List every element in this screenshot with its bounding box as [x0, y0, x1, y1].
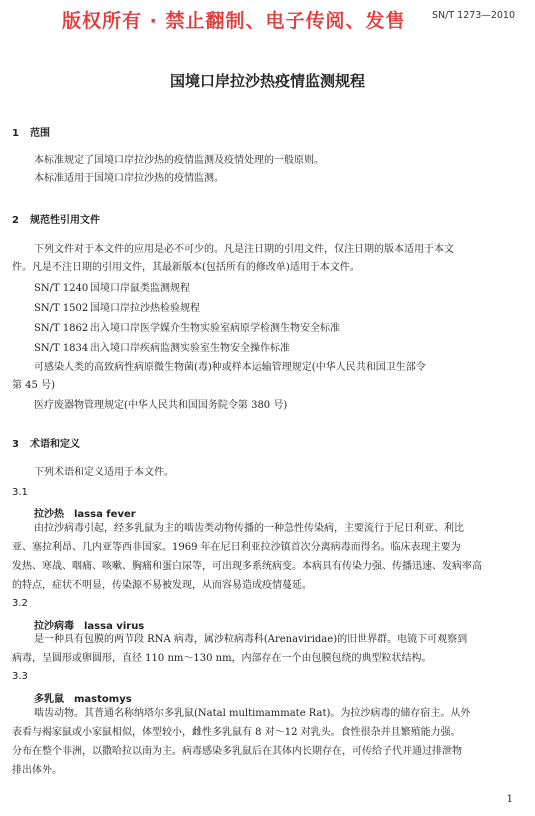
reference-item — [34, 320, 340, 338]
reference-item — [34, 280, 190, 298]
term-zh: 拉沙病毒 — [34, 621, 74, 632]
paragraph-line: 分布在整个非洲，以撒哈拉以南为主。病毒感染多乳鼠后在其体内长期存在，可传给子代并通过排泄物 — [12, 746, 462, 757]
paragraph-line: 是一种具有包膜的两节段 RNA 病毒，属沙粒病毒科(Arenaviridae)的旧世界群。电镜下可观察到 — [34, 634, 468, 645]
paragraph-line: 表看与褐家鼠或小家鼠相似，体型较小，雌性多乳鼠有 8 对～12 对乳头。食性很杂并且繁殖能力强。 — [12, 727, 461, 738]
watermark: 版权所有 · 禁止翻制、电子传阅、发售 — [62, 10, 406, 32]
page-number: 1 — [506, 794, 513, 805]
section-title: 规范性引用文件 — [30, 215, 100, 226]
paragraph-line: 由拉沙病毒引起，经多乳鼠为主的啮齿类动物传播的一种急性传染病，主要流行于尼日利亚、利比 — [34, 523, 464, 534]
reference-item — [34, 340, 290, 358]
paragraph-line: 病毒，呈圆形或卵圆形，直径 110 nm～130 nm，内部存在一个由包膜包绕的典型粒状结构。 — [12, 653, 432, 664]
paragraph-line: 本标准适用于国境口岸拉沙热的疫情监测。 — [34, 173, 224, 184]
reference-code: SN/T 1834 — [34, 343, 89, 354]
section-number: 2 — [12, 215, 19, 226]
reference-name: 出入境口岸医学媒介生物实验室病原学检测生物安全标准 — [90, 323, 340, 334]
section-3-heading — [12, 435, 80, 450]
reference-name: 出入境口岸疾病监测实验室生物安全操作标准 — [90, 343, 290, 354]
term-zh: 多乳鼠 — [34, 694, 64, 705]
paragraph-line: 件。凡是不注日期的引用文件，其最新版本(包括所有的修改单)适用于本文件。 — [12, 262, 360, 273]
section-number: 3 — [12, 439, 19, 450]
term-heading — [34, 505, 136, 520]
paragraph-line: 啮齿动物。其普通名称纳塔尔多乳鼠(Natal multimammate Rat)。为拉沙病毒的储存宿主。从外 — [34, 708, 471, 719]
paragraph-line: 的特点，症状不明显，传染源不易被发现，从而容易造成疫情蔓延。 — [12, 580, 312, 591]
reference-code: SN/T 1502 — [34, 303, 89, 314]
paragraph-line: 发热、寒战、咽痛、咳嗽、胸痛和蛋白尿等，可出现多系统病变。本病具有传染力强、传播迅速、发病率高 — [12, 561, 482, 572]
paragraph-line: 可感染人类的高致病性病原微生物菌(毒)种或样本运输管理规定(中华人民共和国卫生部令 — [34, 362, 426, 373]
paragraph-line: 第 45 号) — [12, 380, 55, 391]
term-number: 3.2 — [12, 598, 28, 609]
section-number: 1 — [12, 128, 19, 139]
term-heading — [34, 617, 144, 632]
paragraph-line: 亚、塞拉利昂、几内亚等西非国家。1969 年在尼日利亚拉沙镇首次分离病毒而得名。临床表现主要为 — [12, 542, 461, 553]
section-title: 术语和定义 — [30, 439, 80, 450]
standard-code: SN/T 1273—2010 — [431, 10, 515, 21]
section-title: 范围 — [30, 128, 50, 139]
paragraph-line: 下列文件对于本文件的应用是必不可少的。凡是注日期的引用文件，仅注日期的版本适用于本文 — [34, 244, 454, 255]
term-zh: 拉沙热 — [34, 509, 64, 520]
section-1-heading — [12, 124, 50, 139]
term-heading — [34, 690, 132, 705]
paragraph-line: 下列术语和定义适用于本文件。 — [34, 467, 174, 478]
reference-item — [34, 300, 200, 318]
reference-code: SN/T 1240 — [34, 283, 89, 294]
paragraph-line: 排出体外。 — [12, 765, 62, 776]
document-title: 国境口岸拉沙热疫情监测规程 — [169, 72, 365, 90]
section-2-heading — [12, 211, 100, 226]
term-en: lassa fever — [74, 509, 136, 520]
reference-name: 国境口岸鼠类监测规程 — [90, 283, 190, 294]
paragraph-line: 本标准规定了国境口岸拉沙热的疫情监测及疫情处理的一般原则。 — [34, 155, 324, 166]
term-en: lassa virus — [84, 621, 145, 632]
term-number: 3.3 — [12, 671, 28, 682]
term-en: mastomys — [74, 694, 132, 705]
paragraph-line: 医疗废器物管理规定(中华人民共和国国务院令第 380 号) — [34, 400, 288, 411]
reference-name: 国境口岸拉沙热检验规程 — [90, 303, 200, 314]
reference-code: SN/T 1862 — [34, 323, 89, 334]
term-number: 3.1 — [12, 487, 28, 498]
